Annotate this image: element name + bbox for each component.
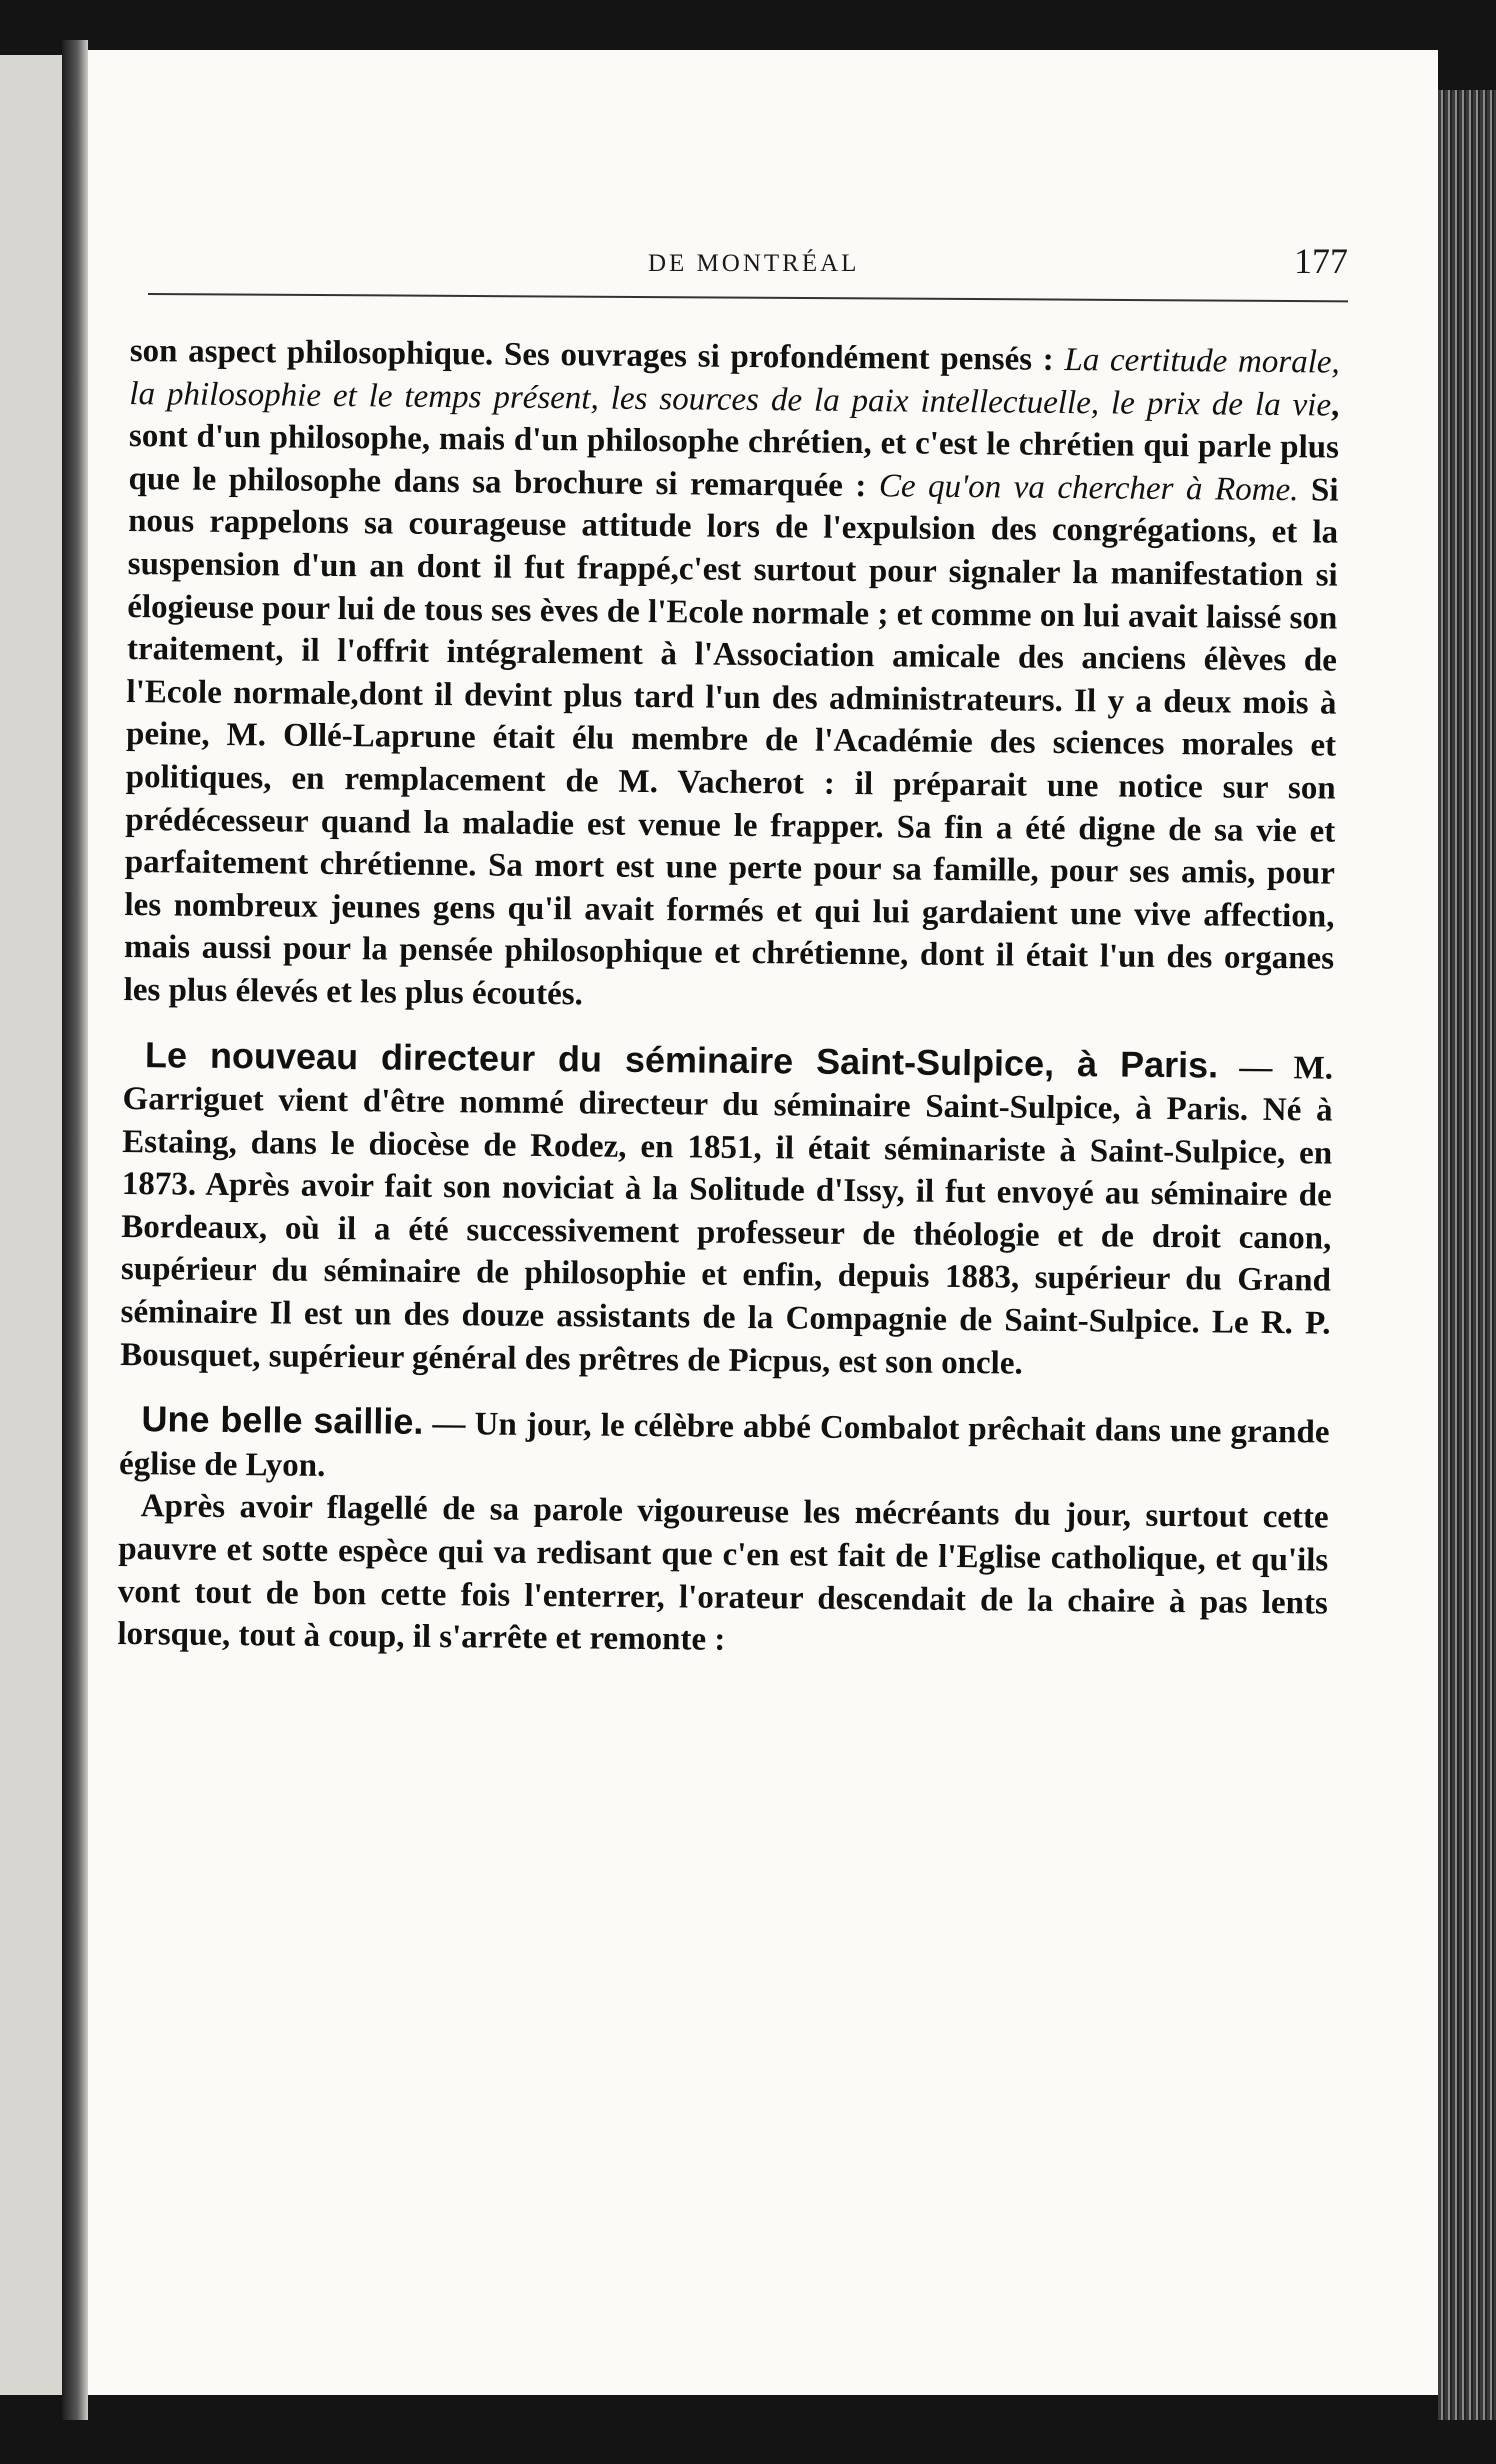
paragraph-garriguet bbox=[120, 1033, 1333, 1387]
body-text: , sont d'un philosophe, mais d'un philosophe chrétien, et c'est le chrétien qui parle plus que le philosophe dans sa brochure si remarquée : bbox=[128, 387, 1340, 504]
paragraph-saillie bbox=[119, 1398, 1330, 1497]
book-page bbox=[88, 50, 1438, 2395]
running-header bbox=[148, 200, 1348, 281]
italic-titles: La certitude morale, la philosophie et le temps présent, les sources de la paix intellectuelle, le prix de la vie bbox=[129, 341, 1340, 424]
paragraph-olle-laprune bbox=[123, 330, 1339, 1023]
section-title: Une belle saillie. bbox=[141, 1398, 424, 1443]
previous-page-edge bbox=[0, 55, 66, 2395]
italic-title: Ce qu'on va chercher à Rome. bbox=[878, 467, 1299, 509]
body-text: — M. Garriguet vient d'être nommé directeur du séminaire Saint-Sulpice, à Paris. Né à Estaing, dans le diocèse de Rodez, en 1851, il était séminariste à Saint-Sulpice, en 1873. Après avoir fait son noviciat à la Solitude d'Issy, il fut envoyé au séminaire de Bordeaux, où il a été successivement professeur de théologie et de droit canon, supérieur du séminaire de philosophie et enfin, depuis 1883, supérieur du Grand séminaire Il est un des douze assistants de la Compagnie de Saint-Sulpice. Le R. P. Bousquet, supérieur général des prêtres de Picpus, est son oncle. bbox=[119, 1048, 1334, 1382]
section-title: Le nouveau directeur du séminaire Saint-Sulpice, à Paris. bbox=[144, 1033, 1219, 1085]
body-text: son aspect philosophique. Ses ouvrages si profondément pensés : bbox=[129, 332, 1065, 378]
header-rule bbox=[148, 293, 1348, 302]
page-number: 177 bbox=[1294, 241, 1348, 281]
book-gutter bbox=[62, 40, 88, 2420]
page-body bbox=[117, 330, 1340, 1667]
body-text: Si nous rappelons sa courageuse attitude lors de l'expulsion des congrégations, et la suspension d'un an dont il fut frappé,c'est surtout pour signaler la manifestation si élogieuse pour lui de tous ses èves de l'Ecole normale ; et comme on lui avait laissé son traitement, il l'offrit intégralement à l'Association amicale des anciens élèves de l'Ecole normale,dont il devint plus tard l'un des administrateurs. Il y a deux mois à peine, M. Ollé-Laprune était élu membre de l'Académie des sciences morales et politiques, en remplacement de M. Vacherot : il préparait une notice sur son prédécesseur quand la maladie est venue le frapper. Sa fin a été digne de sa vie et parfaitement chrétienne. Sa mort est une perte pour sa famille, pour ses amis, pour les nombreux jeunes gens qu'il avait formés et qui lui gardaient une vive affection, mais aussi pour la pensée philosophique et chrétienne, dont il était l'un des organes les plus élevés et les plus écoutés. bbox=[123, 472, 1339, 1013]
body-text: — Un jour, le célèbre abbé Combalot prêchait dans une grande église de Lyon. bbox=[118, 1406, 1330, 1484]
paragraph-combalot: Après avoir flagellé de sa parole vigoureuse les mécréants du jour, surtout cette pauvre et sotte espèce qui va redisant que c'en est fait de l'Eglise catholique, et qu'ils vont tout de bon cette fois l'enterrer, l'orateur descendait de la chaire à pas lents lorsque, tout à coup, il s'arrête et remonte : bbox=[117, 1488, 1329, 1658]
running-title: DE MONTRÉAL bbox=[648, 250, 860, 277]
page-stack-edge bbox=[1438, 90, 1496, 2420]
